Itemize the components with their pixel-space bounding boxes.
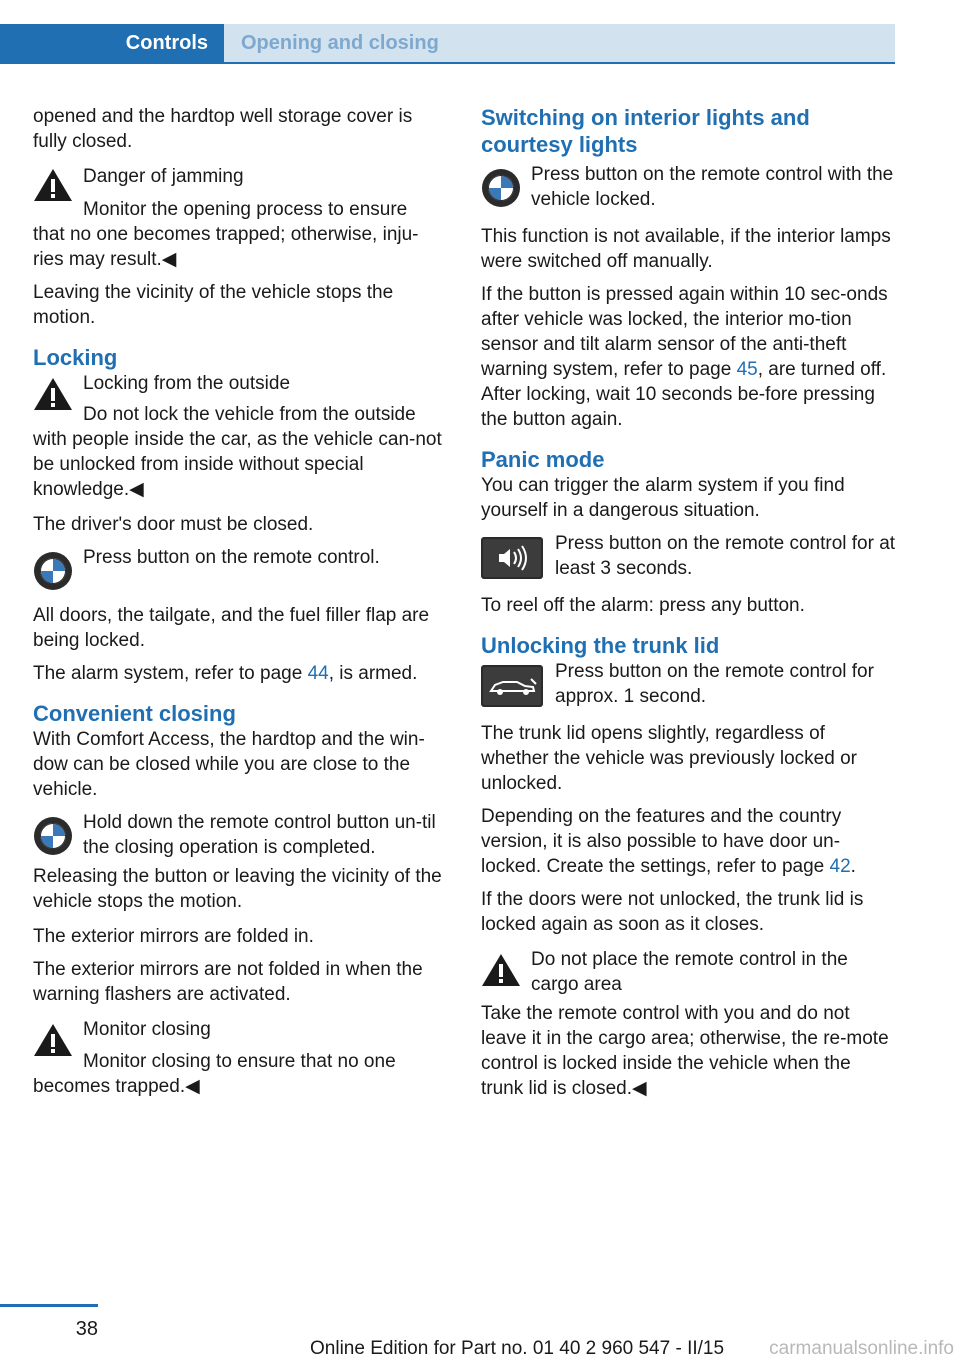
- paragraph: [33, 661, 448, 686]
- section-tab: Controls: [0, 24, 224, 62]
- text: , are turned off. After locking, wait 10 seconds be‐fore pressing the button again.: [481, 359, 887, 430]
- left-column: [33, 104, 448, 1107]
- bmw-key-button-icon: [33, 551, 73, 591]
- remote-button-instruction: [33, 810, 448, 860]
- page-link-44[interactable]: 44: [307, 663, 329, 684]
- page-number: 38: [75, 1318, 98, 1340]
- bmw-key-button-icon: [481, 168, 521, 208]
- warning-title: Do not place the remote control in the cargo area: [531, 949, 848, 995]
- button-instruction-text: Press button on the remote control.: [83, 547, 380, 568]
- watermark: carmanualsonline.info: [769, 1338, 954, 1359]
- warning-text: Do not lock the vehicle from the outside: [83, 404, 416, 425]
- warning-triangle-icon: [33, 377, 73, 411]
- warning-triangle-icon: [33, 1023, 73, 1057]
- warning-text: Take the remote control with you and do not leave it in the cargo area; otherwise, the re‐mote control is locked inside the vehicle when the trunk lid is closed.◀: [481, 1003, 889, 1099]
- text: If the button is pressed again within 10 sec‐onds after vehicle was locked, the interior mo‐tion sensor and tilt alarm sensor of the anti‐theft warning system, refer to page: [481, 284, 888, 380]
- paragraph: Leaving the vicinity of the vehicle stops the motion.: [33, 282, 394, 328]
- section-heading-panic-mode: Panic mode: [481, 447, 605, 472]
- paragraph: The exterior mirrors are folded in.: [33, 926, 314, 947]
- paragraph: Releasing the button or leaving the vicinity of the vehicle stops the motion.: [33, 866, 442, 912]
- bmw-key-button-icon: [33, 816, 73, 856]
- section-heading-trunk-lid: Unlocking the trunk lid: [481, 633, 720, 658]
- remote-button-instruction: [33, 545, 448, 591]
- section-heading-interior-lights: Switching on interior lights and courtesy lights: [481, 105, 810, 157]
- text: .: [850, 856, 856, 877]
- footer-rule: [0, 1304, 98, 1307]
- warning-text: that no one becomes trapped; otherwise, inju‐ries may result.◀: [33, 224, 419, 270]
- trunk-car-icon: [481, 665, 543, 707]
- section-heading-convenient-closing: Convenient closing: [33, 701, 236, 726]
- header-rule: [0, 62, 895, 64]
- subsection-tab: Opening and closing: [224, 24, 895, 62]
- warning-text: Monitor closing to ensure that no one: [83, 1051, 396, 1072]
- paragraph: If the doors were not unlocked, the trunk lid is locked again as soon as it closes.: [481, 889, 864, 935]
- remote-button-instruction: [481, 531, 896, 581]
- page-link-42[interactable]: 42: [829, 856, 851, 877]
- remote-button-instruction: [481, 659, 896, 709]
- page-header: [0, 0, 895, 64]
- paragraph: The driver's door must be closed.: [33, 514, 314, 535]
- paragraph: The trunk lid opens slightly, regardless of whether the vehicle was previously locked or unlocked.: [481, 723, 857, 794]
- paragraph: [481, 804, 896, 879]
- warning-block: [33, 1017, 448, 1099]
- warning-triangle-icon: [33, 168, 73, 202]
- paragraph: You can trigger the alarm system if you find yourself in a dangerous situation.: [481, 475, 845, 521]
- paragraph: The exterior mirrors are not folded in when the warning flashers are activated.: [33, 959, 423, 1005]
- section-heading-locking: Locking: [33, 345, 118, 370]
- warning-block: [33, 371, 448, 502]
- paragraph: To reel off the alarm: press any button.: [481, 595, 805, 616]
- remote-button-instruction: [481, 162, 896, 212]
- button-instruction-text: Press button on the remote control with the vehicle locked.: [531, 164, 894, 210]
- text: Depending on the features and the country version, it is also possible to have door un‐locked. Create the settings, refer to page: [481, 806, 842, 877]
- paragraph: This function is not available, if the interior lamps were switched off manually.: [481, 226, 891, 272]
- button-instruction-text: Hold down the remote control button un‐til the closing operation is completed.: [83, 812, 436, 858]
- text: The alarm system, refer to page: [33, 663, 308, 684]
- paragraph: [481, 282, 896, 432]
- paragraph: All doors, the tailgate, and the fuel filler flap are being locked.: [33, 605, 430, 651]
- text: , is armed.: [328, 663, 418, 684]
- warning-text: becomes trapped.◀: [33, 1076, 200, 1097]
- warning-title: Monitor closing: [83, 1019, 211, 1040]
- right-column: [481, 104, 896, 1109]
- warning-block: [33, 162, 448, 272]
- warning-title: Locking from the outside: [83, 373, 291, 394]
- warning-text: Monitor the opening process to ensure: [83, 199, 408, 220]
- warning-text: with people inside the car, as the vehicle can‐not be unlocked from inside without special knowledge.◀: [33, 429, 442, 500]
- edition-note: Online Edition for Part no. 01 40 2 960 547 - II/15: [310, 1338, 725, 1359]
- button-instruction-text: Press button on the remote control for at least 3 seconds.: [555, 533, 896, 579]
- button-instruction-text: Press button on the remote control for approx. 1 second.: [555, 661, 874, 707]
- warning-triangle-icon: [481, 953, 521, 987]
- warning-block: [481, 947, 896, 1101]
- page-link-45[interactable]: 45: [736, 359, 758, 380]
- paragraph: opened and the hardtop well storage cover is fully closed.: [33, 106, 413, 152]
- paragraph: With Comfort Access, the hardtop and the win‐dow can be closed while you are close to the vehicle.: [33, 729, 425, 800]
- horn-speaker-icon: [481, 537, 543, 579]
- warning-title: Danger of jamming: [83, 166, 244, 187]
